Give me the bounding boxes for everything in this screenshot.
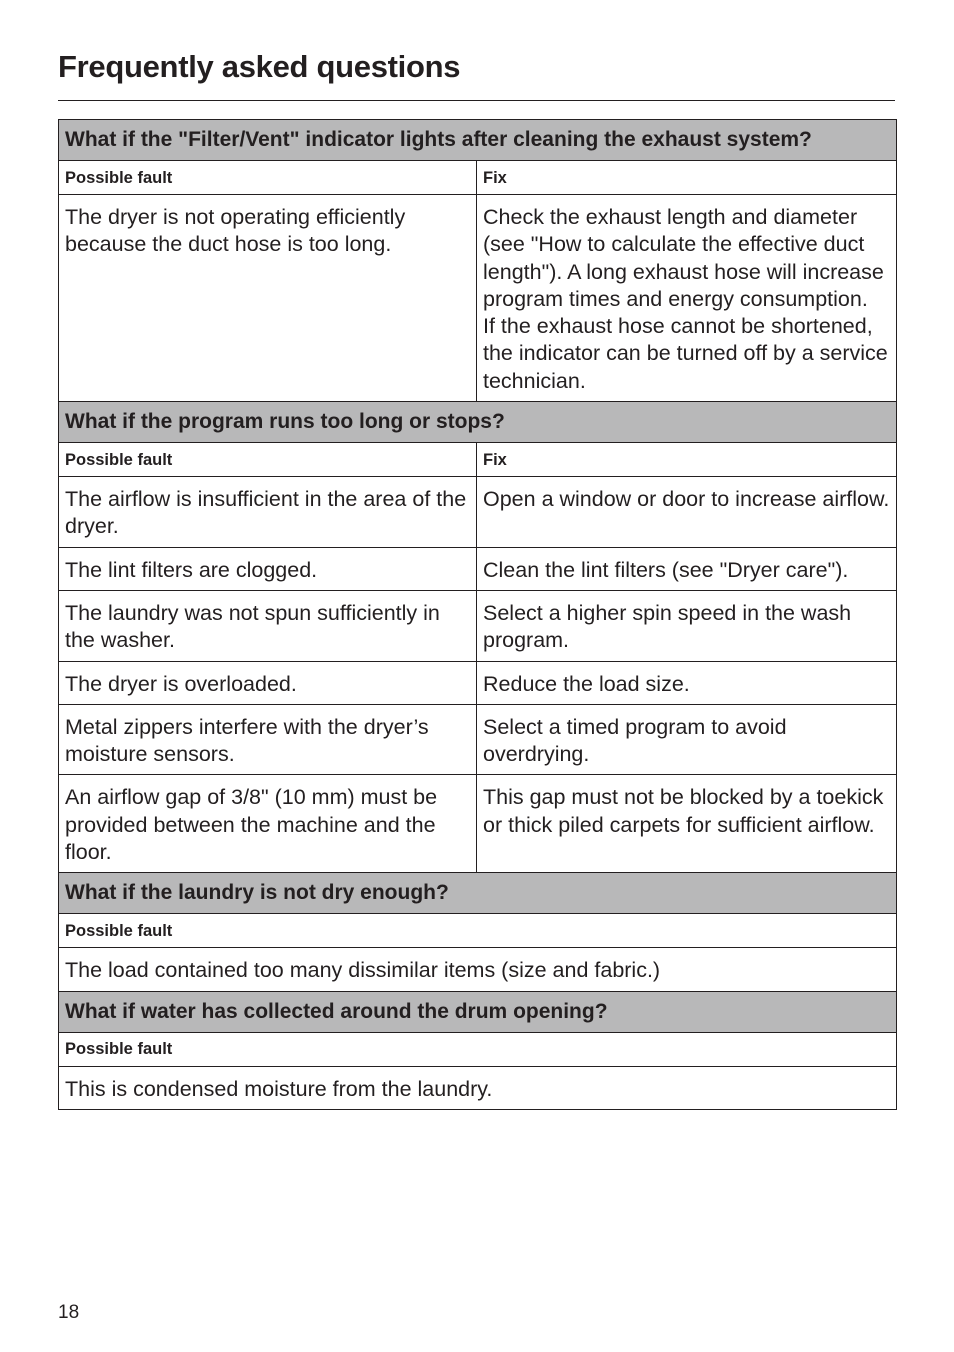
fault-cell: The dryer is not operating efficiently because the duct hose is too long. (59, 195, 477, 402)
table-row (59, 1066, 897, 1109)
table-row (59, 704, 897, 775)
page-title: Frequently asked questions (58, 49, 461, 84)
column-header-row (59, 443, 897, 477)
faq-question: What if the "Filter/Vent" indicator lights after cleaning the exhaust system? (59, 120, 897, 161)
table-row (59, 477, 897, 548)
faq-question: What if the laundry is not dry enough? (59, 873, 897, 914)
table-row (59, 547, 897, 590)
table-row (59, 775, 897, 873)
table-row (59, 661, 897, 704)
faq-table (58, 119, 897, 1110)
fault-cell: This is condensed moisture from the laundry. (59, 1066, 897, 1109)
possible-fault-header: Possible fault (59, 1032, 897, 1066)
fault-cell: Metal zippers interfere with the dryer’s moisture sensors. (59, 704, 477, 775)
table-row (59, 948, 897, 991)
fix-cell: Reduce the load size. (477, 661, 897, 704)
column-header-row (59, 1032, 897, 1066)
fix-header: Fix (477, 443, 897, 477)
faq-question-row (59, 120, 897, 161)
faq-question-row (59, 402, 897, 443)
fault-cell: An airflow gap of 3/8" (10 mm) must be provided between the machine and the floor. (59, 775, 477, 873)
page-number: 18 (58, 1302, 80, 1323)
fix-cell: This gap must not be blocked by a toekick or thick piled carpets for sufficient airflow. (477, 775, 897, 873)
faq-question: What if water has collected around the drum opening? (59, 991, 897, 1032)
fault-cell: The airflow is insufficient in the area of the dryer. (59, 477, 477, 548)
fix-cell: Open a window or door to increase airflow. (477, 477, 897, 548)
table-row (59, 590, 897, 661)
fix-cell: Check the exhaust length and diameter (see "How to calculate the effective duct length"). A long exhaust hose will increase program times and energy consumption. If the exhaust hose cannot be shortened, the indicator can be turned off by a service technician. (477, 195, 897, 402)
title-divider (58, 100, 895, 101)
faq-question-row (59, 991, 897, 1032)
fix-header: Fix (477, 161, 897, 195)
fault-cell: The load contained too many dissimilar items (size and fabric.) (59, 948, 897, 991)
table-row (59, 195, 897, 402)
possible-fault-header: Possible fault (59, 161, 477, 195)
fault-cell: The lint filters are clogged. (59, 547, 477, 590)
column-header-row (59, 161, 897, 195)
fault-cell: The laundry was not spun sufficiently in the washer. (59, 590, 477, 661)
fix-cell: Clean the lint filters (see "Dryer care"). (477, 547, 897, 590)
fix-cell: Select a timed program to avoid overdrying. (477, 704, 897, 775)
fix-cell: Select a higher spin speed in the wash program. (477, 590, 897, 661)
fault-cell: The dryer is overloaded. (59, 661, 477, 704)
faq-question: What if the program runs too long or stops? (59, 402, 897, 443)
possible-fault-header: Possible fault (59, 443, 477, 477)
faq-question-row (59, 873, 897, 914)
column-header-row (59, 914, 897, 948)
possible-fault-header: Possible fault (59, 914, 897, 948)
